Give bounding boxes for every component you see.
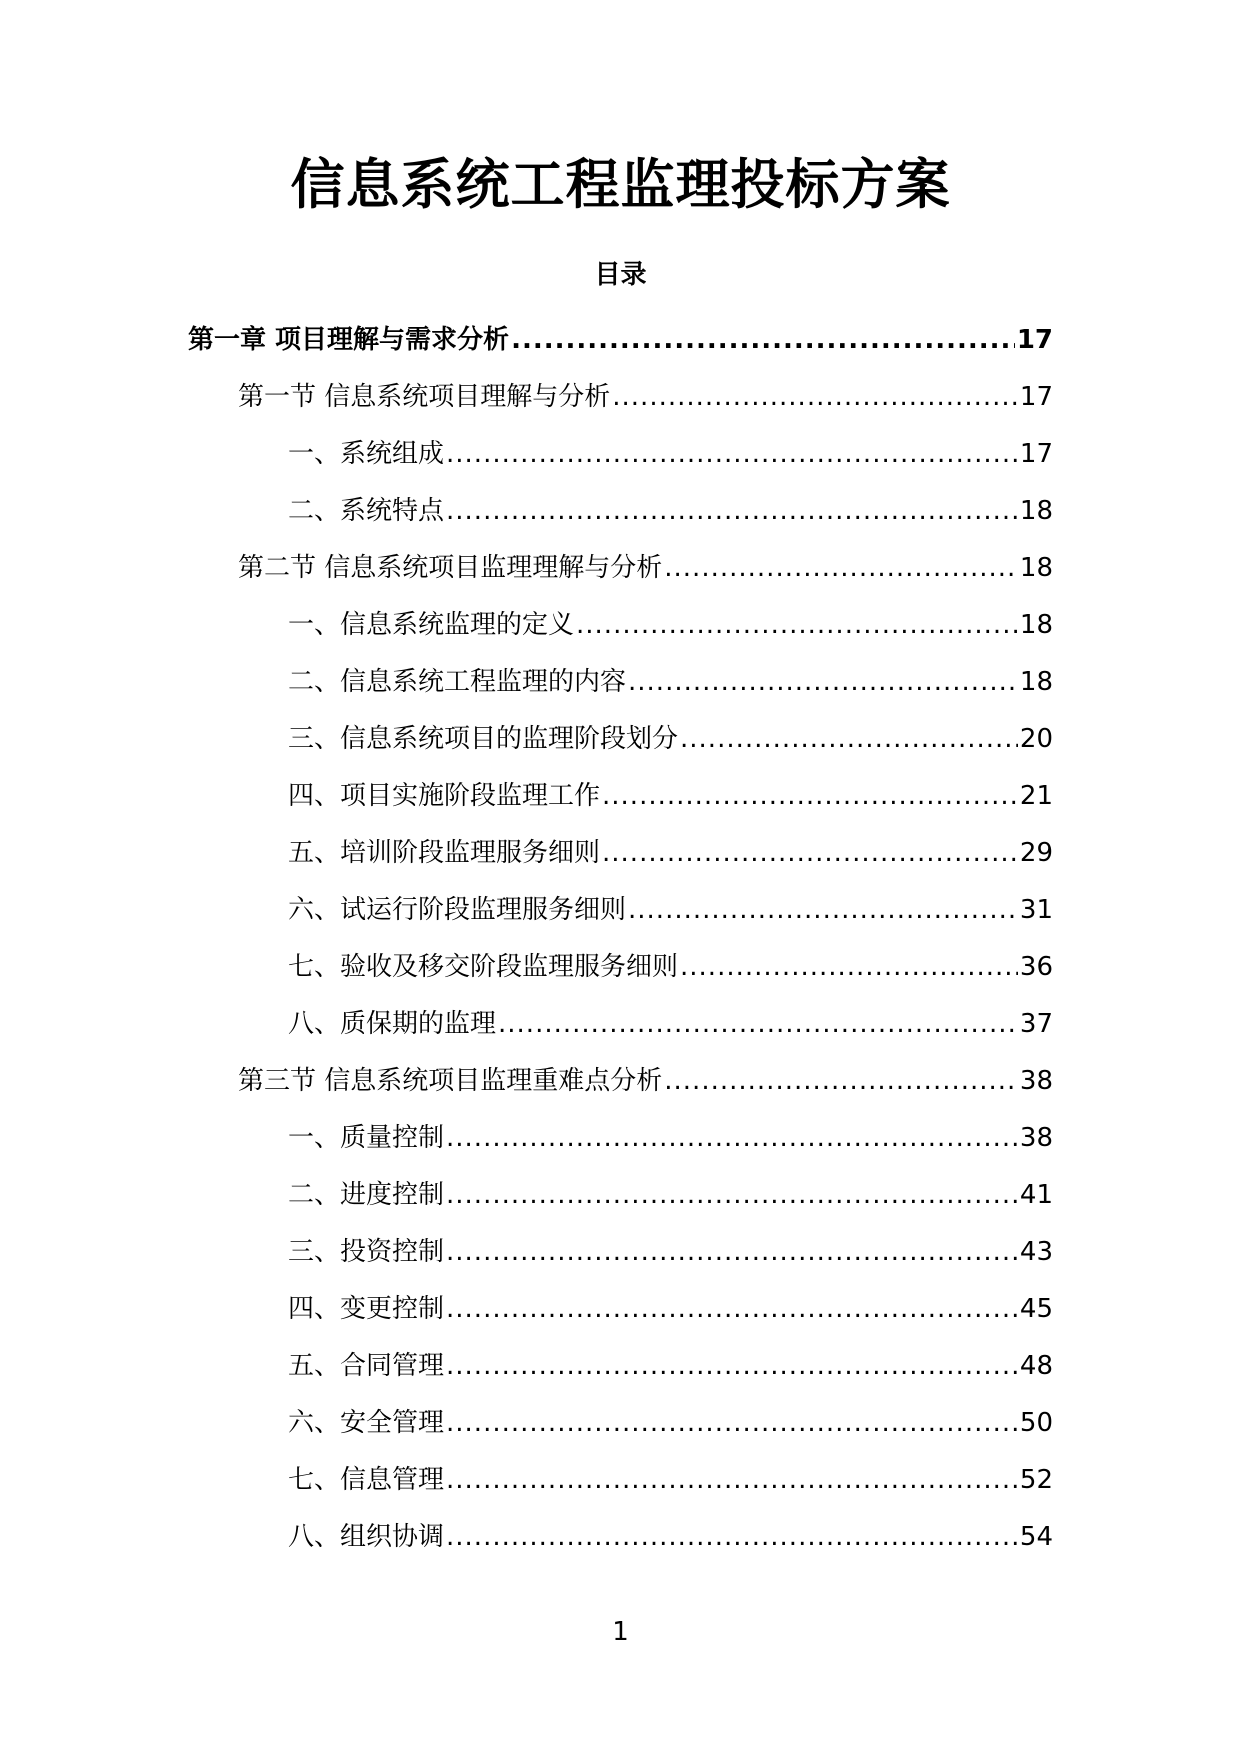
toc-entry[interactable] (0, 995, 1241, 1052)
toc-dot-leader (612, 377, 1018, 417)
toc-dot-leader (664, 548, 1018, 588)
toc-entry-title: 七、信息管理 (288, 1464, 445, 1495)
toc-entry-page: 37 (1019, 1008, 1053, 1039)
toc-entry[interactable] (0, 1280, 1241, 1337)
toc-dot-leader (446, 1460, 1018, 1500)
toc-entry[interactable] (0, 938, 1241, 995)
toc-entry-title: 一、信息系统监理的定义 (288, 609, 575, 640)
toc-dot-leader (498, 1004, 1018, 1044)
toc-entry-page: 48 (1019, 1350, 1053, 1381)
toc-entry[interactable] (0, 368, 1241, 425)
toc-dot-leader (446, 1232, 1018, 1272)
toc-dot-leader (664, 1061, 1018, 1101)
toc-entry[interactable] (0, 1052, 1241, 1109)
document-title: 信息系统工程监理投标方案 (290, 153, 951, 216)
toc-dot-leader (680, 719, 1018, 759)
toc-entry-title: 五、合同管理 (288, 1350, 445, 1381)
toc-entry-title: 四、项目实施阶段监理工作 (288, 780, 601, 811)
toc-entry-page: 50 (1019, 1407, 1053, 1438)
toc-entry-page: 31 (1019, 894, 1053, 925)
toc-entry[interactable] (0, 1166, 1241, 1223)
toc-entry-title: 三、信息系统项目的监理阶段划分 (288, 723, 679, 754)
toc-entry[interactable] (0, 653, 1241, 710)
toc-entry-page: 36 (1019, 951, 1053, 982)
toc-dot-leader (446, 1118, 1018, 1158)
toc-entry-page: 18 (1019, 609, 1053, 640)
toc-entry-title: 四、变更控制 (288, 1293, 445, 1324)
toc-dot-leader (446, 1346, 1018, 1386)
toc-entry-title: 三、投资控制 (288, 1236, 445, 1267)
toc-dot-leader (446, 1289, 1018, 1329)
toc-entry-page: 54 (1019, 1521, 1053, 1552)
toc-entry-page: 41 (1019, 1179, 1053, 1210)
toc-entry[interactable] (0, 1394, 1241, 1451)
toc-entry-page: 38 (1019, 1122, 1053, 1153)
toc-entry-title: 一、系统组成 (288, 438, 445, 469)
toc-entry-page: 43 (1019, 1236, 1053, 1267)
toc-entry-page: 17 (1016, 324, 1053, 355)
toc-entry-title: 二、系统特点 (288, 495, 445, 526)
toc-entry-title: 七、验收及移交阶段监理服务细则 (288, 951, 679, 982)
toc-entry[interactable] (0, 1337, 1241, 1394)
toc-entry-page: 17 (1019, 438, 1053, 469)
toc-dot-leader (446, 1403, 1018, 1443)
toc-entry-title: 二、进度控制 (288, 1179, 445, 1210)
toc-dot-leader (511, 320, 1015, 360)
toc-entry-page: 52 (1019, 1464, 1053, 1495)
toc-entry[interactable] (0, 881, 1241, 938)
toc-heading: 目录 (594, 260, 647, 290)
toc-dot-leader (680, 947, 1018, 987)
toc-entry-page: 18 (1019, 666, 1053, 697)
toc-entry[interactable] (0, 596, 1241, 653)
toc-entry-title: 第三节 信息系统项目监理重难点分析 (238, 1065, 663, 1096)
toc-dot-leader (628, 662, 1018, 702)
toc-entry-page: 18 (1019, 552, 1053, 583)
toc-dot-leader (602, 776, 1018, 816)
toc-entry-title: 二、信息系统工程监理的内容 (288, 666, 627, 697)
toc-entry-page: 45 (1019, 1293, 1053, 1324)
toc-entry[interactable] (0, 824, 1241, 881)
toc-entry[interactable] (0, 311, 1241, 368)
toc-entry-title: 第二节 信息系统项目监理理解与分析 (238, 552, 663, 583)
toc-dot-leader (446, 1175, 1018, 1215)
toc-entry[interactable] (0, 1508, 1241, 1565)
toc-entry-page: 29 (1019, 837, 1053, 868)
toc-entry-title: 八、组织协调 (288, 1521, 445, 1552)
page-number: 1 (612, 1617, 629, 1647)
toc-entry[interactable] (0, 539, 1241, 596)
toc-dot-leader (446, 434, 1018, 474)
toc-entry-page: 17 (1019, 381, 1053, 412)
toc-dot-leader (628, 890, 1018, 930)
toc-entry-page: 38 (1019, 1065, 1053, 1096)
toc-entry-title: 五、培训阶段监理服务细则 (288, 837, 601, 868)
toc-entry[interactable] (0, 482, 1241, 539)
toc-entry-title: 八、质保期的监理 (288, 1008, 497, 1039)
toc-entry-page: 21 (1019, 780, 1053, 811)
toc-dot-leader (446, 1517, 1018, 1557)
toc-entry[interactable] (0, 1451, 1241, 1508)
toc-entry-page: 20 (1019, 723, 1053, 754)
toc-dot-leader (446, 491, 1018, 531)
toc-entry[interactable] (0, 1109, 1241, 1166)
toc-entry-title: 六、安全管理 (288, 1407, 445, 1438)
toc-dot-leader (602, 833, 1018, 873)
toc-entry-title: 第一章 项目理解与需求分析 (188, 324, 510, 355)
toc-entry[interactable] (0, 425, 1241, 482)
toc-entry-title: 一、质量控制 (288, 1122, 445, 1153)
toc-entry[interactable] (0, 710, 1241, 767)
toc-entry-title: 第一节 信息系统项目理解与分析 (238, 381, 611, 412)
toc-entry[interactable] (0, 767, 1241, 824)
toc-entry-title: 六、试运行阶段监理服务细则 (288, 894, 627, 925)
toc-entry-page: 18 (1019, 495, 1053, 526)
table-of-contents (0, 311, 1241, 1565)
toc-entry[interactable] (0, 1223, 1241, 1280)
toc-dot-leader (576, 605, 1018, 645)
